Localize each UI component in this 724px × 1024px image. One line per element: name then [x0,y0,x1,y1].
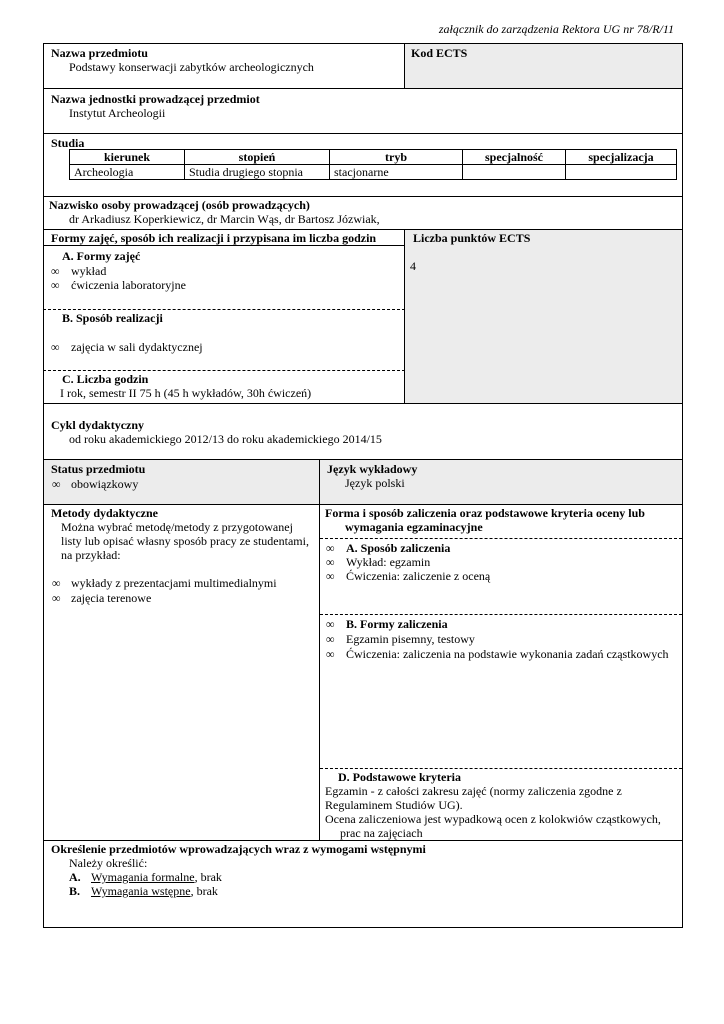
assessment-b-title: B. Formy zaliczenia [346,617,448,631]
cycle-value: od roku akademickiego 2012/13 do roku akademickiego 2014/15 [69,432,382,446]
ects-points-value: 4 [410,259,416,273]
studies-table [69,149,677,180]
assessment-d-title: D. Podstawowe kryteria [338,770,461,784]
forms-a-title: A. Formy zajęć [62,249,141,263]
prereq-intro: Należy określić: [69,856,148,870]
header-note: załącznik do zarządzenia Rektora UG nr 78/R/11 [438,22,674,36]
lecturers-cell [43,196,683,230]
assessment-d-line-4: prac na zajęciach [340,826,423,840]
status-value: obowiązkowy [71,477,139,491]
methods-item-zajecia: zajęcia terenowe [71,591,152,605]
cycle-cell [43,403,683,460]
prereq-b-rest: , brak [190,884,218,898]
prereq-b-letter: B. [69,884,81,898]
prereq-b-link[interactable]: Wymagania wstępne [91,884,191,898]
course-name-value: Podstawy konserwacji zabytków archeologicznych [69,60,314,74]
forms-b-title: B. Sposób realizacji [62,311,163,325]
studies-header-specjalnosc: specjalność [463,150,566,165]
prereq-a [91,870,222,884]
methods-item-wyklady: wykłady z prezentacjami multimedialnymi [71,576,277,590]
forms-divider-c [43,370,405,371]
assessment-a-item-cwiczenia: Ćwiczenia: zaliczenie z oceną [346,569,491,583]
forms-divider-b [43,309,405,310]
bullet-icon: ∞ [326,541,335,555]
lecturers-value: dr Arkadiusz Koperkiewicz, dr Marcin Wąs, dr Bartosz Józwiak, [69,212,380,226]
assessment-b-item-cwiczenia: Ćwiczenia: zaliczenia na podstawie wykonania zadań cząstkowych [346,647,669,661]
studies-kierunek: Archeologia [70,165,185,180]
assessment-d-line-1: Egzamin - z całości zakresu zajęć (normy zaliczenia zgodne z [325,784,622,798]
prereq-b [91,884,218,898]
lecturers-label: Nazwisko osoby prowadzącej (osób prowadzących) [49,198,310,212]
studies-header-stopien: stopień [185,150,330,165]
prereq-a-letter: A. [69,870,81,884]
assessment-d-line-3: Ocena zaliczeniowa jest wypadkową ocen z kolokwiów cząstkowych, [325,812,661,826]
studies-specjalizacja [566,165,677,180]
forms-c-title: C. Liczba godzin [62,372,149,386]
cycle-label: Cykl dydaktyczny [51,418,145,432]
prereq-cell [43,840,683,928]
studies-header-specjalizacja: specjalizacja [566,150,677,165]
forms-c-value: I rok, semestr II 75 h (45 h wykładów, 30h ćwiczeń) [60,386,312,400]
prereq-label: Określenie przedmiotów wprowadzających wraz z wymogami wstępnymi [51,842,426,856]
assessment-a-item-wyklad: Wykład: egzamin [346,555,431,569]
bullet-icon: ∞ [326,632,335,646]
prereq-a-link[interactable]: Wymagania formalne [91,870,195,884]
bullet-icon: ∞ [326,569,335,583]
methods-intro-line-1: Można wybrać metodę/metody z przygotowanej [61,520,293,534]
language-cell [319,459,683,505]
bullet-icon: ∞ [326,647,335,661]
course-name-cell [43,43,405,89]
forms-a-item-cwiczenia: ćwiczenia laboratoryjne [71,278,186,292]
status-label: Status przedmiotu [51,462,146,476]
bullet-icon: ∞ [52,576,61,590]
studies-label: Studia [51,136,85,150]
bullet-icon: ∞ [52,591,61,605]
ects-points-label: Liczba punktów ECTS [413,231,531,245]
assessment-divider-d [320,768,682,769]
assessment-a-title: A. Sposób zaliczenia [346,541,451,555]
assessment-divider-b [320,614,682,615]
unit-cell [43,88,683,134]
bullet-icon: ∞ [51,340,60,354]
unit-label: Nazwa jednostki prowadzącej przedmiot [51,92,260,106]
forms-b-item: zajęcia w sali dydaktycznej [71,340,203,354]
methods-label: Metody dydaktyczne [51,506,158,520]
bullet-icon: ∞ [52,477,61,491]
bullet-icon: ∞ [51,264,60,278]
studies-specjalnosc [463,165,566,180]
prereq-a-rest: , brak [194,870,222,884]
studies-stopien: Studia drugiego stopnia [185,165,330,180]
assessment-divider-a [320,538,682,539]
ects-points-cell [404,229,683,404]
assessment-b-item-egzamin: Egzamin pisemny, testowy [346,632,475,646]
assessment-label-line-1: Forma i sposób zaliczenia oraz podstawowe kryteria oceny lub [325,506,645,520]
methods-cell [43,504,320,841]
bullet-icon: ∞ [326,617,335,631]
studies-header-tryb: tryb [330,150,463,165]
unit-value: Instytut Archeologii [69,106,166,120]
methods-intro-line-3: na przykład: [61,548,121,562]
methods-intro-line-2: listy lub opisać własny sposób pracy ze studentami, [61,534,309,548]
forms-a-item-wyklad: wykład [71,264,107,278]
assessment-d-line-2: Regulaminem Studiów UG). [325,798,463,812]
bullet-icon: ∞ [51,278,60,292]
forms-label: Formy zajęć, sposób ich realizacji i przypisana im liczba godzin [51,231,377,245]
ects-code-cell [404,43,683,89]
ects-code-label: Kod ECTS [411,46,468,60]
status-cell [43,459,320,505]
course-name-label: Nazwa przedmiotu [51,46,148,60]
studies-header-kierunek: kierunek [70,150,185,165]
language-value: Język polski [345,476,405,490]
studies-data-row [70,165,677,180]
assessment-label-line-2: wymagania egzaminacyjne [345,520,483,534]
forms-header-divider [43,245,405,246]
bullet-icon: ∞ [326,555,335,569]
studies-header-row [70,150,677,165]
studies-tryb: stacjonarne [330,165,463,180]
language-label: Język wykładowy [327,462,418,476]
